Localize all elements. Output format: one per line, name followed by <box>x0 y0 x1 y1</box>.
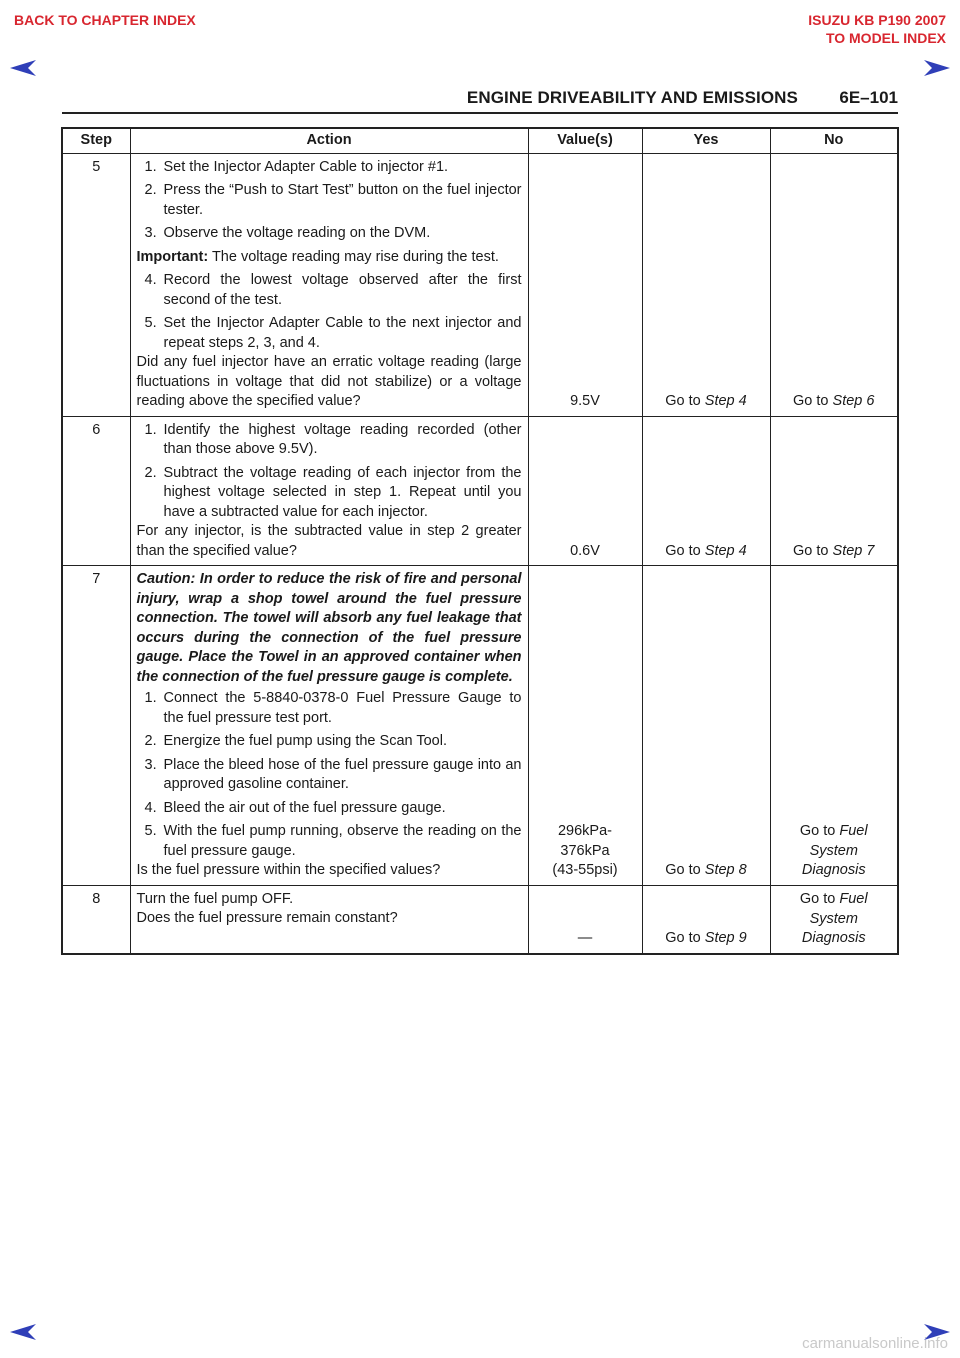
no-diagnosis-link[interactable]: Fuel <box>839 823 868 839</box>
question-text: Did any fuel injector have an erratic voltage reading (large fluctuations in voltage that did not stabilize) or a voltage reading above the specified value? <box>136 354 522 409</box>
step-number: 5 <box>62 153 130 416</box>
important-text: The voltage reading may rise during the test. <box>208 248 499 265</box>
yes-step-link[interactable]: Step 8 <box>704 862 747 878</box>
item-number: 2. <box>144 733 157 749</box>
no-step-link[interactable]: Step 7 <box>832 542 875 559</box>
value-line: (43-55psi) <box>552 862 618 878</box>
yes-prefix: Go to <box>665 862 705 878</box>
section-title: ENGINE DRIVEABILITY AND EMISSIONS <box>466 88 798 107</box>
model-title-link[interactable]: ISUZU KB P190 2007 <box>808 12 946 28</box>
to-model-index-link[interactable]: TO MODEL INDEX <box>825 30 946 46</box>
instruction-text: Turn the fuel pump OFF. <box>136 890 294 907</box>
watermark: carmanualsonline.info <box>802 1335 948 1352</box>
header-yes: Yes <box>642 128 770 153</box>
item-number: 3. <box>144 225 157 241</box>
caution-text: Caution: In order to reduce the risk of fire and personal injury, wrap a shop towel around the fuel pressure connection. The towel will absorb any fuel leakage that occurs during the connection of the fuel pressure gauge. Place the Towel in an approved container when the connection of the fuel pressure gauge is complete. <box>136 571 522 685</box>
list-item <box>137 224 522 244</box>
value-line: 296kPa- <box>557 823 612 839</box>
no-diagnosis-link[interactable]: System <box>809 910 858 927</box>
list-item <box>137 822 522 861</box>
no-diagnosis-link[interactable]: System <box>809 842 858 859</box>
table-row <box>62 885 898 954</box>
item-number: 4. <box>144 799 157 816</box>
item-number: 2. <box>144 182 157 198</box>
yes-step-link[interactable]: Step 4 <box>704 542 747 559</box>
next-page-arrow-icon[interactable] <box>924 60 950 76</box>
list-item <box>137 756 522 795</box>
step-number: 7 <box>62 566 130 886</box>
table-row <box>62 566 898 886</box>
item-number: 2. <box>144 464 157 481</box>
important-label: Important: <box>136 248 209 265</box>
back-to-chapter-index-link[interactable]: BACK TO CHAPTER INDEX <box>14 12 196 28</box>
yes-step-link[interactable]: Step 9 <box>704 930 747 946</box>
header-step: Step <box>62 128 130 153</box>
yes-cell <box>642 566 770 886</box>
no-cell <box>770 153 898 416</box>
list-item <box>137 421 522 460</box>
step-number: 6 <box>62 416 130 566</box>
item-number: 3. <box>144 756 157 773</box>
list-item <box>137 271 522 310</box>
header-values: Value(s) <box>528 128 642 153</box>
value-cell: 0.6V <box>528 416 642 566</box>
item-text: Observe the voltage reading on the DVM. <box>163 225 431 241</box>
item-text: Set the Injector Adapter Cable to injector #1. <box>163 158 449 175</box>
no-cell <box>770 885 898 954</box>
yes-cell <box>642 416 770 566</box>
item-number: 5. <box>144 315 157 331</box>
action-cell <box>130 416 528 566</box>
list-item <box>137 799 522 819</box>
no-diagnosis-link[interactable]: Diagnosis <box>801 862 866 878</box>
no-diagnosis-link[interactable]: Diagnosis <box>801 930 866 946</box>
list-item <box>137 314 522 353</box>
list-item <box>137 732 522 752</box>
no-cell <box>770 566 898 886</box>
previous-page-arrow-icon[interactable] <box>10 60 36 76</box>
action-cell <box>130 566 528 886</box>
action-cell <box>130 885 528 954</box>
value-cell: — <box>528 885 642 954</box>
important-note <box>137 248 522 268</box>
item-text: Set the Injector Adapter Cable to the next injector and repeat steps 2, 3, and 4. <box>163 315 522 351</box>
question-text: For any injector, is the subtracted value in step 2 greater than the specified value? <box>136 523 522 559</box>
page-number: 6E–101 <box>839 88 898 107</box>
item-text: Bleed the air out of the fuel pressure gauge. <box>163 799 446 816</box>
no-diagnosis-link[interactable]: Fuel <box>839 891 868 907</box>
item-number: 1. <box>144 421 157 438</box>
no-prefix: Go to <box>793 393 833 409</box>
value-line: 376kPa <box>560 842 610 859</box>
no-step-link[interactable]: Step 6 <box>832 393 875 409</box>
yes-prefix: Go to <box>665 542 705 559</box>
no-prefix: Go to <box>799 891 840 907</box>
item-text: Record the lowest voltage observed after the first second of the test. <box>163 272 522 308</box>
item-text: Place the bleed hose of the fuel pressure gauge into an approved gasoline container. <box>163 756 522 792</box>
item-number: 5. <box>144 823 157 839</box>
list-item <box>137 181 522 220</box>
item-text: Energize the fuel pump using the Scan Tool. <box>163 733 447 749</box>
question-text: Is the fuel pressure within the specified values? <box>136 862 441 878</box>
yes-prefix: Go to <box>665 930 705 946</box>
step-number: 8 <box>62 885 130 954</box>
item-text: Identify the highest voltage reading recorded (other than those above 9.5V). <box>163 421 522 457</box>
list-item <box>137 689 522 728</box>
item-number: 4. <box>144 272 157 288</box>
diagnostic-table <box>61 127 899 955</box>
model-index-block <box>808 11 946 47</box>
list-item <box>137 464 522 523</box>
no-prefix: Go to <box>799 823 840 839</box>
action-cell <box>130 153 528 416</box>
yes-cell <box>642 153 770 416</box>
item-text: With the fuel pump running, observe the reading on the fuel pressure gauge. <box>163 823 522 859</box>
item-number: 1. <box>144 690 157 706</box>
yes-step-link[interactable]: Step 4 <box>704 393 747 409</box>
table-row <box>62 153 898 416</box>
no-prefix: Go to <box>793 542 833 559</box>
item-text: Press the “Push to Start Test” button on the fuel injector tester. <box>163 182 522 218</box>
page-header <box>62 86 898 114</box>
header-action: Action <box>130 128 528 153</box>
previous-page-arrow-icon[interactable] <box>10 1324 36 1340</box>
question-text: Does the fuel pressure remain constant? <box>136 910 398 926</box>
no-cell <box>770 416 898 566</box>
yes-prefix: Go to <box>665 393 705 409</box>
table-row <box>62 416 898 566</box>
item-number: 1. <box>144 158 157 175</box>
item-text: Connect the 5-8840-0378-0 Fuel Pressure Gauge to the fuel pressure test port. <box>163 690 522 726</box>
list-item <box>137 158 522 178</box>
header-no: No <box>770 128 898 153</box>
table-header-row <box>62 128 898 153</box>
value-cell <box>528 566 642 886</box>
item-text: Subtract the voltage reading of each injector from the highest voltage selected in step 1. Repeat until you have a subtracted value for each injector. <box>163 464 522 520</box>
value-cell: 9.5V <box>528 153 642 416</box>
yes-cell <box>642 885 770 954</box>
